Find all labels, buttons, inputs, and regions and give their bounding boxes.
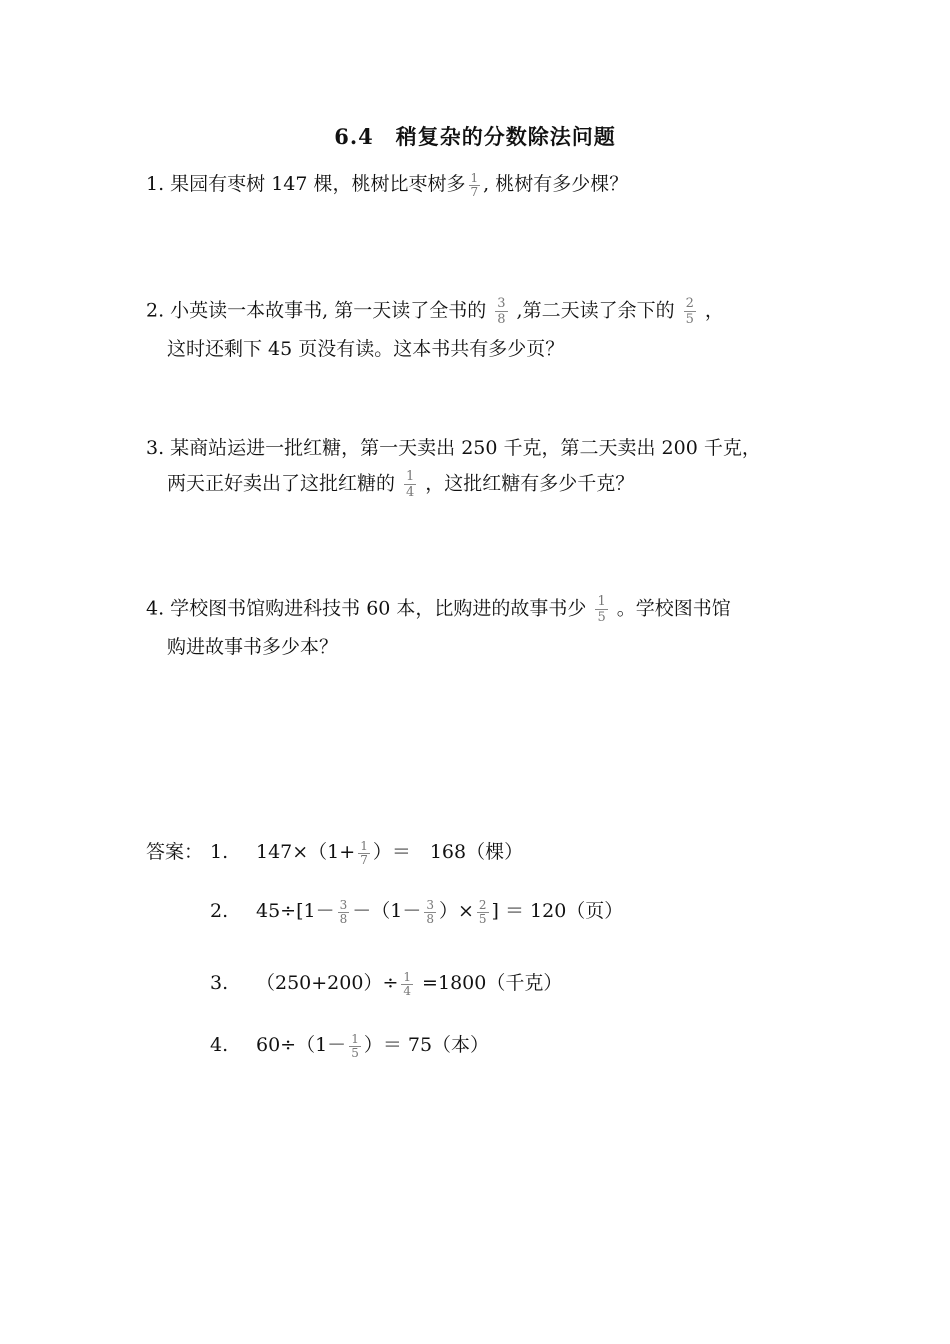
answer-4-part-2: ）＝ 75（本） (363, 1034, 490, 1056)
problem-2-text-a: 2. 小英读一本故事书, 第一天读了全书的 (146, 299, 487, 322)
answer-1-number: 1. (210, 841, 229, 863)
answer-3-number: 3. (210, 972, 229, 994)
answer-2-fraction-1: $\frac{3}{8}$ (339, 897, 348, 926)
answer-4-part-1: 60÷（1－ (256, 1034, 347, 1056)
problem-3-text-a: 两天正好卖出了这批红糖的 (167, 472, 396, 495)
answer-3-part-1: （250+200）÷ (256, 972, 399, 994)
problem-3-line-2 (167, 469, 634, 500)
problem-2-text-b: ,第二天读了余下的 (516, 299, 675, 322)
answer-1-part-2: ）＝ 168（棵） (372, 841, 524, 863)
problem-4-fraction: $\frac{1}{5}$ (597, 594, 606, 625)
answer-2-part-3: ）× (438, 900, 474, 922)
problem-4-text-a: 4. 学校图书馆购进科技书 60 本，比购进的故事书少 (146, 597, 587, 620)
answer-2-number: 2. (210, 900, 229, 922)
problem-4-text-b: 。学校图书馆 (616, 597, 731, 620)
problem-1-text-a: 1. 果园有枣树 147 棵，桃树比枣树多 (146, 173, 466, 195)
answer-4-number: 4. (210, 1034, 229, 1056)
problem-1-text-b: , 桃树有多少棵？ (483, 173, 629, 195)
answer-2-fraction-2: $\frac{3}{8}$ (426, 897, 434, 926)
answers-label: 答案： (146, 841, 204, 863)
answer-2 (256, 897, 623, 926)
answer-3 (256, 969, 562, 998)
answer-4 (256, 1031, 489, 1060)
problem-2-fraction-1: $\frac{3}{8}$ (497, 296, 506, 327)
answer-2-part-1: 45÷[1－ (256, 900, 335, 922)
problem-2-text-c: ， (704, 299, 724, 322)
problem-4-line-2: 购进故事书多少本？ (167, 636, 339, 658)
answer-2-part-2: －（1－ (352, 900, 422, 922)
answer-2-part-4: ] ＝ 120（页） (491, 900, 624, 922)
answer-4-fraction: $\frac{1}{5}$ (351, 1031, 359, 1060)
problem-4-line-1 (146, 594, 731, 625)
problem-2-line-2: 这时还剩下 45 页没有读。这本书共有多少页？ (167, 338, 565, 360)
answer-1-part-1: 147×（1+ (256, 841, 356, 863)
answer-2-fraction-3: $\frac{2}{5}$ (478, 897, 487, 926)
answer-3-fraction: $\frac{1}{4}$ (403, 969, 412, 998)
problem-1-fraction: $\frac{1}{7}$ (470, 170, 479, 199)
answer-1-fraction: $\frac{1}{7}$ (360, 838, 368, 867)
problem-1-line-1 (146, 170, 628, 199)
answer-1 (256, 838, 523, 867)
answer-3-part-2: =1800（千克） (416, 972, 563, 994)
problem-3-text-b: ，这批红糖有多少千克？ (425, 472, 635, 495)
page-title: 6.4 稍复杂的分数除法问题 (334, 124, 616, 149)
problem-2-line-1 (146, 296, 724, 327)
problem-2-fraction-2: $\frac{2}{5}$ (685, 296, 694, 327)
problem-3-line-1: 3. 某商站运进一批红糖，第一天卖出 250 千克，第二天卖出 200 千克， (146, 437, 761, 459)
problem-3-fraction: $\frac{1}{4}$ (406, 469, 415, 500)
